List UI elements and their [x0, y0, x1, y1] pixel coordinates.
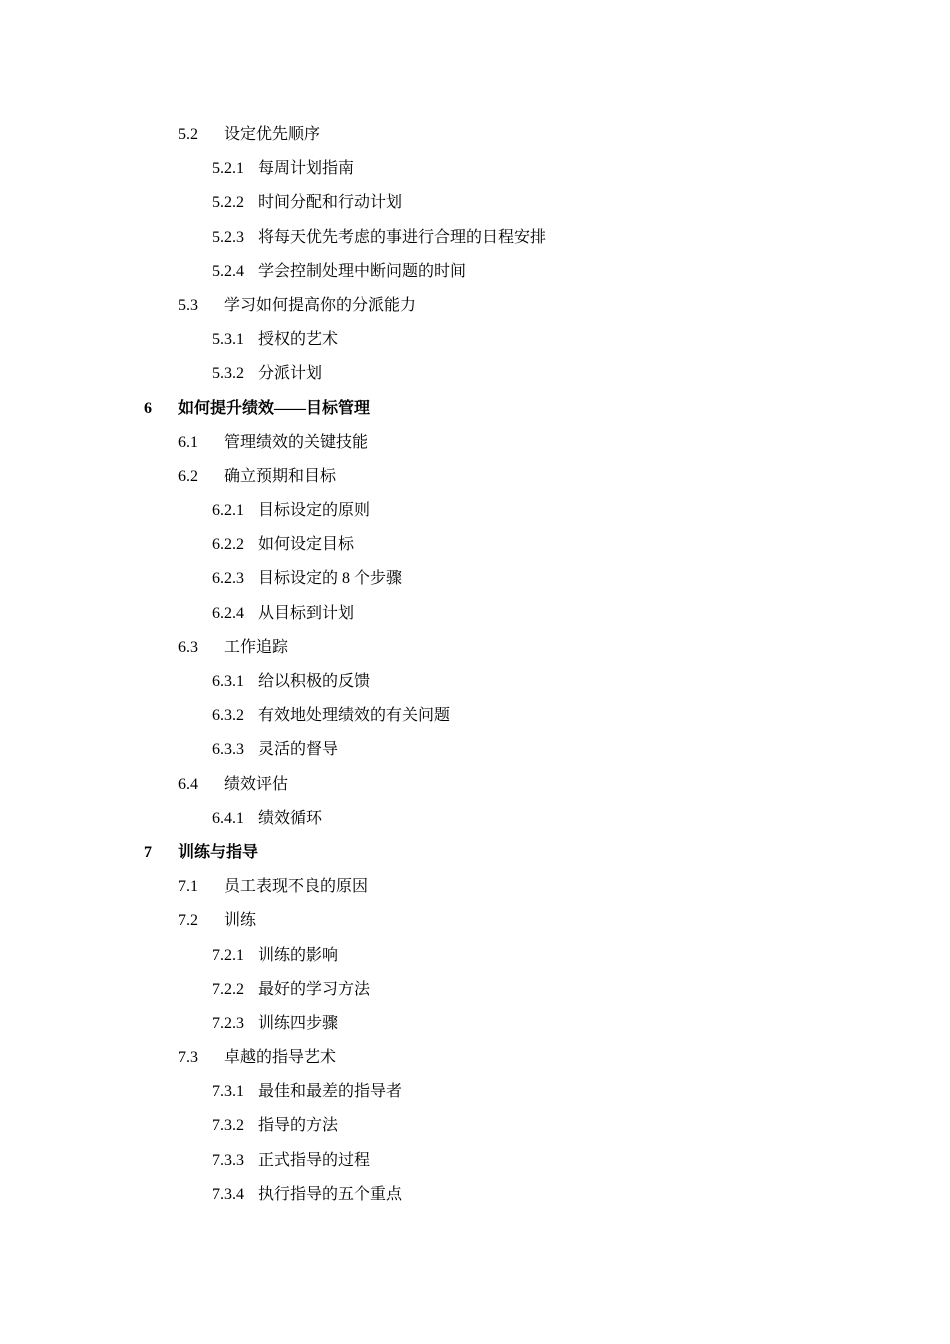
- toc-entry-number: 5.2.4: [212, 262, 244, 280]
- toc-entry-level-1[interactable]: [0, 836, 950, 870]
- toc-entry-title: 目标设定的 8 个步骤: [258, 570, 403, 588]
- toc-entry-number: 7: [144, 843, 152, 861]
- toc-entry-number: 7.3.3: [212, 1151, 244, 1169]
- toc-entry-number: 6.3: [178, 638, 198, 656]
- toc-entry-level-3[interactable]: [0, 802, 950, 836]
- toc-entry-title: 训练的影响: [258, 946, 339, 964]
- toc-entry-level-2[interactable]: [0, 631, 950, 665]
- toc-entry-level-3[interactable]: [0, 1109, 950, 1143]
- toc-entry-title: 学会控制处理中断问题的时间: [258, 262, 467, 280]
- toc-entry-title: 灵活的督导: [258, 741, 339, 759]
- toc-entry-level-2[interactable]: [0, 870, 950, 904]
- toc-entry-title: 执行指导的五个重点: [258, 1185, 403, 1203]
- toc-entry-level-3[interactable]: [0, 494, 950, 528]
- toc-entry-level-3[interactable]: [0, 186, 950, 220]
- toc-entry-number: 6.2: [178, 467, 198, 485]
- toc-entry-level-3[interactable]: [0, 973, 950, 1007]
- toc-entry-title: 卓越的指导艺术: [224, 1049, 337, 1067]
- toc-entry-title: 工作追踪: [224, 638, 289, 656]
- toc-entry-number: 5.3: [178, 296, 198, 314]
- toc-entry-number: 7.3: [178, 1049, 198, 1067]
- toc-entry-title: 指导的方法: [258, 1117, 339, 1135]
- toc-entry-title: 有效地处理绩效的有关问题: [258, 707, 451, 725]
- toc-entry-title: 每周计划指南: [258, 160, 355, 178]
- toc-entry-number: 7.3.4: [212, 1185, 244, 1203]
- toc-entry-title: 员工表现不良的原因: [224, 878, 369, 896]
- toc-entry-level-2[interactable]: [0, 118, 950, 152]
- toc-entry-level-3[interactable]: [0, 1144, 950, 1178]
- toc-entry-title: 绩效循环: [258, 809, 323, 827]
- toc-entry-title: 绩效评估: [224, 775, 289, 793]
- toc-entry-title: 目标设定的原则: [258, 502, 371, 520]
- toc-entry-number: 5.2.2: [212, 194, 244, 212]
- toc-entry-level-1[interactable]: [0, 392, 950, 426]
- toc-entry-level-3[interactable]: [0, 152, 950, 186]
- toc-entry-level-2[interactable]: [0, 426, 950, 460]
- toc-entry-number: 5.3.1: [212, 331, 244, 349]
- toc-entry-level-3[interactable]: [0, 323, 950, 357]
- toc-entry-title: 设定优先顺序: [224, 126, 321, 143]
- toc-entry-number: 7.1: [178, 878, 198, 896]
- toc-entry-level-2[interactable]: [0, 289, 950, 323]
- toc-entry-number: 6.2.3: [212, 570, 244, 588]
- toc-entry-title: 学习如何提高你的分派能力: [224, 296, 417, 314]
- toc-entry-level-3[interactable]: [0, 1178, 950, 1212]
- toc-entry-level-3[interactable]: [0, 357, 950, 391]
- toc-entry-title: 如何提升绩效——目标管理: [178, 399, 371, 417]
- toc-entry-level-3[interactable]: [0, 1075, 950, 1109]
- toc-entry-number: 7.2.3: [212, 1014, 244, 1032]
- toc-entry-title: 训练: [224, 912, 257, 930]
- toc-entry-number: 5.2: [178, 126, 198, 143]
- toc-entry-number: 6.2.4: [212, 604, 244, 622]
- toc-entry-number: 6.3.3: [212, 741, 244, 759]
- toc-entry-title: 将每天优先考虑的事进行合理的日程安排: [258, 228, 547, 246]
- toc-entry-level-2[interactable]: [0, 1041, 950, 1075]
- toc-entry-level-3[interactable]: [0, 528, 950, 562]
- toc-entry-level-3[interactable]: [0, 665, 950, 699]
- toc-entry-number: 6.4: [178, 775, 198, 793]
- toc-entry-number: 6.4.1: [212, 809, 244, 827]
- toc-entry-title: 训练四步骤: [258, 1014, 339, 1032]
- toc-entry-level-2[interactable]: [0, 904, 950, 938]
- table-of-contents: [0, 118, 950, 1212]
- toc-entry-level-3[interactable]: [0, 221, 950, 255]
- toc-entry-title: 给以积极的反馈: [258, 673, 371, 690]
- toc-entry-level-3[interactable]: [0, 255, 950, 289]
- toc-entry-number: 7.2.1: [212, 946, 244, 964]
- toc-entry-title: 管理绩效的关键技能: [224, 433, 369, 451]
- toc-entry-level-3[interactable]: [0, 1007, 950, 1041]
- toc-entry-level-3[interactable]: [0, 699, 950, 733]
- toc-entry-title: 最佳和最差的指导者: [258, 1083, 403, 1101]
- toc-entry-level-3[interactable]: [0, 562, 950, 596]
- toc-entry-title: 从目标到计划: [258, 604, 355, 622]
- toc-entry-number: 5.3.2: [212, 365, 244, 383]
- toc-entry-number: 6.3.2: [212, 707, 244, 725]
- toc-entry-number: 7.2: [178, 912, 198, 930]
- toc-entry-title: 分派计划: [258, 365, 323, 383]
- toc-entry-level-2[interactable]: [0, 460, 950, 494]
- toc-entry-title: 正式指导的过程: [258, 1151, 371, 1169]
- toc-entry-level-3[interactable]: [0, 733, 950, 767]
- toc-entry-number: 7.3.2: [212, 1117, 244, 1135]
- toc-entry-number: 7.3.1: [212, 1083, 244, 1101]
- toc-entry-level-3[interactable]: [0, 939, 950, 973]
- toc-entry-title: 最好的学习方法: [258, 980, 371, 998]
- toc-entry-number: 7.2.2: [212, 980, 244, 998]
- toc-entry-title: 时间分配和行动计划: [258, 194, 403, 212]
- toc-entry-number: 6.3.1: [212, 673, 244, 690]
- toc-entry-number: 5.2.3: [212, 228, 244, 246]
- toc-entry-number: 6.1: [178, 433, 198, 451]
- toc-entry-title: 训练与指导: [178, 843, 259, 861]
- toc-entry-level-2[interactable]: [0, 768, 950, 802]
- toc-entry-number: 6.2.1: [212, 502, 244, 520]
- toc-entry-level-3[interactable]: [0, 597, 950, 631]
- toc-entry-number: 6: [144, 399, 152, 417]
- toc-entry-number: 6.2.2: [212, 536, 244, 554]
- toc-entry-title: 确立预期和目标: [224, 467, 337, 485]
- toc-entry-title: 授权的艺术: [258, 331, 339, 349]
- toc-entry-title: 如何设定目标: [258, 536, 355, 554]
- toc-entry-number: 5.2.1: [212, 160, 244, 178]
